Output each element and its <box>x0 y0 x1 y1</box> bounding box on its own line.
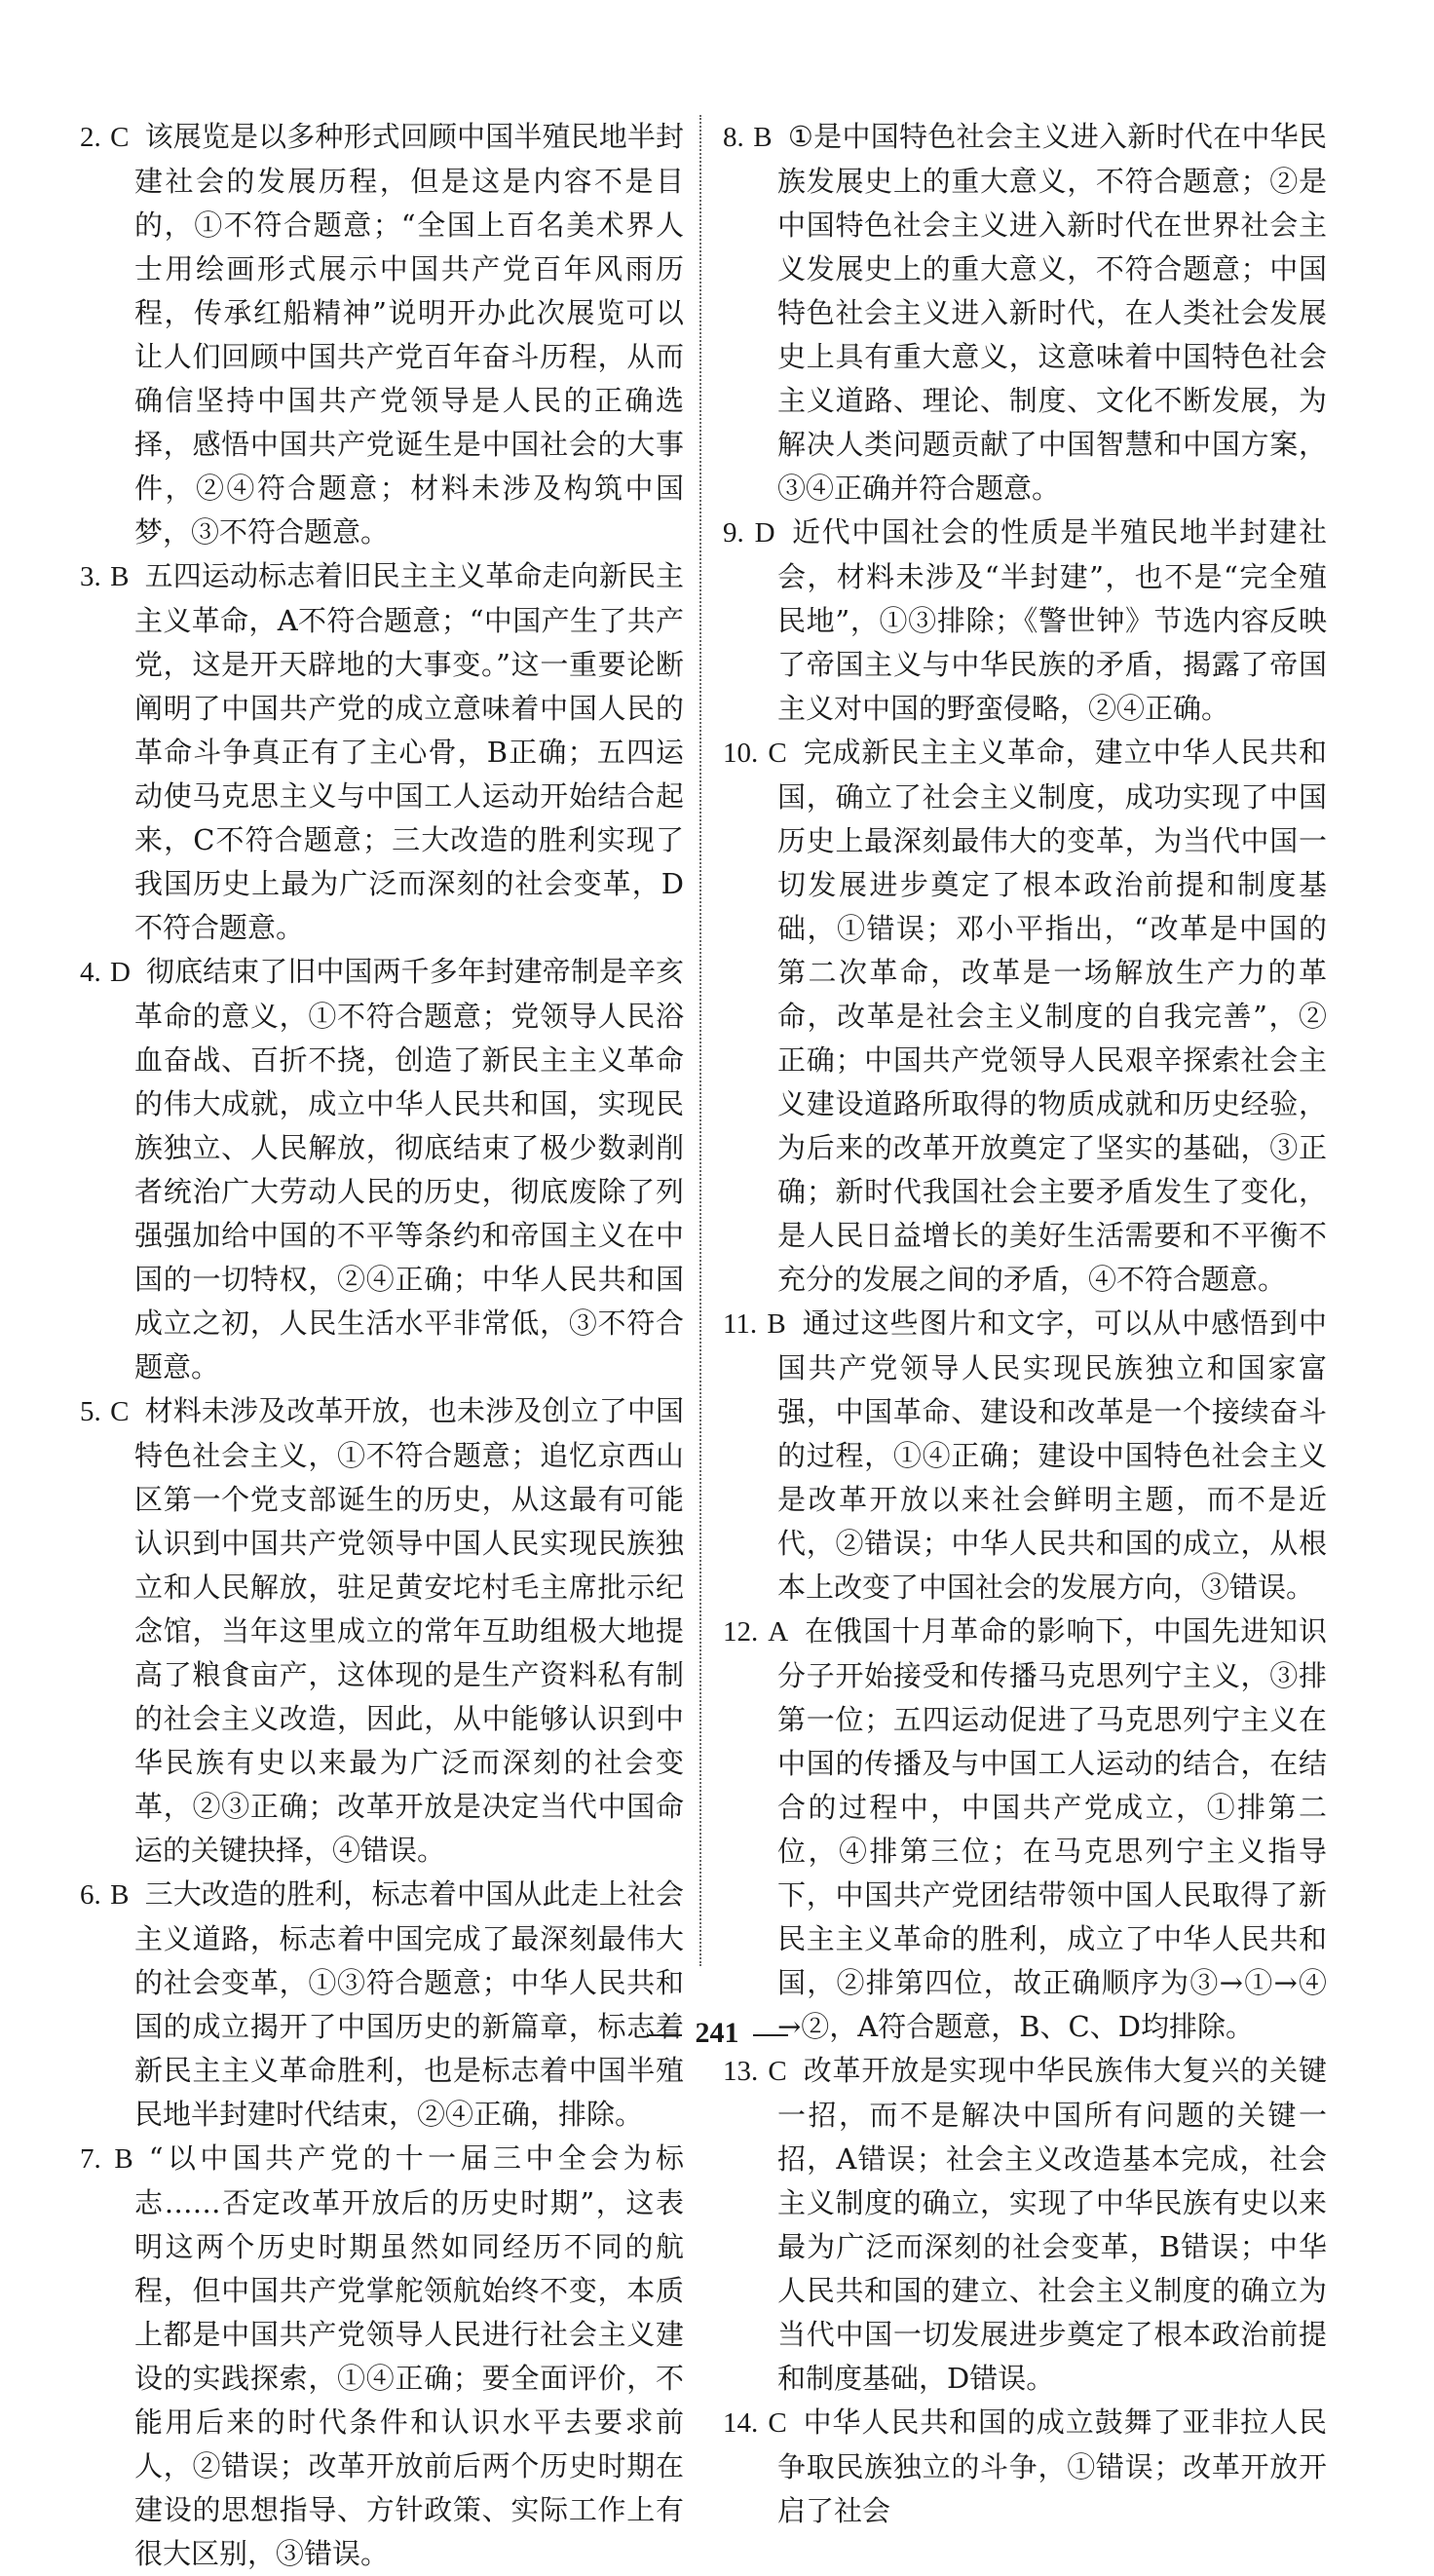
item-explanation: 完成新民主主义革命，建立中华人民共和国，确立了社会主义制度，成功实现了中国历史上最深刻最伟大的变革，为当代中国一切发展进步奠定了根本政治前提和制度基础，①错误；邓小平指出，“改革是中国的第二次革命，改革是一场解放生产力的革命，改革是社会主义制度的自我完善”，②正确；中国共产党领导人民艰辛探索社会主义建设道路所取得的物质成就和历史经验，为后来的改革开放奠定了坚实的基础，③正确；新时代我国社会主要矛盾发生了变化，是人民日益增长的美好生活需要和不平衡不充分的发展之间的矛盾，④不符合题意。 <box>777 736 1327 1296</box>
answer-item-12 <box>723 1610 1327 2049</box>
item-explanation: 中华人民共和国的成立鼓舞了亚非拉人民争取民族独立的斗争，①错误；改革开放开启了社会 <box>777 2406 1327 2527</box>
answer-item-3 <box>80 554 684 950</box>
answer-item-7 <box>80 2137 684 2576</box>
item-answer: B <box>753 122 773 153</box>
item-explanation: “以中国共产党的十一届三中全会为标志……否定改革开放后的历史时期”，这表明这两个历史时期虽然如同经历不同的航程，但中国共产党掌舵领航始终不变，本质上都是中国共产党领导人民进行社会主义建设的实践探索，①④正确；要全面评价，不能用后来的时代条件和认识水平去要求前人，②错误；改革开放前后两个历史时期在建设的思想指导、方针政策、实际工作上有很大区别，③错误。 <box>134 2141 685 2570</box>
item-answer: B <box>767 1308 786 1340</box>
right-column <box>723 115 1327 2533</box>
page-number-dash-left <box>647 2034 682 2036</box>
answer-item-4 <box>80 950 684 1389</box>
column-divider <box>699 115 701 1966</box>
item-answer: C <box>768 2407 787 2439</box>
item-explanation: 通过这些图片和文字，可以从中感悟到中国共产党领导人民实现民族独立和国家富强，中国革命、建设和改革是一个接续奋斗的过程，①④正确；建设中国特色社会主义是改革开放以来社会鲜明主题，而不是近代，②错误；中华人民共和国的成立，从根本上改变了中国社会的发展方向，③错误。 <box>777 1307 1327 1604</box>
item-number: 8. <box>723 122 744 153</box>
item-answer: B <box>110 1879 130 1911</box>
item-number: 7. <box>80 2143 101 2175</box>
item-explanation: 材料未涉及改革开放，也未涉及创立了中国特色社会主义，①不符合题意；追忆京西山区第一个党支部诞生的历史，从这最有可能认识到中国共产党领导中国人民实现民族独立和人民解放，驻足黄安坨村毛主席批示纪念馆，当年这里成立的常年互助组极大地提高了粮食亩产，这体现的是生产资料私有制的社会主义改造，因此，从中能够认识到中华民族有史以来最为广泛而深刻的社会变革，②③正确；改革开放是决定当代中国命运的关键抉择，④错误。 <box>134 1394 684 1867</box>
item-answer: C <box>768 2056 787 2087</box>
answer-item-2 <box>80 115 684 554</box>
left-column <box>80 115 684 2576</box>
item-explanation: ①是中国特色社会主义进入新时代在中华民族发展史上的重大意义，不符合题意；②是中国特色社会主义进入新时代在世界社会主义发展史上的重大意义，不符合题意；中国特色社会主义进入新时代，在人类社会发展史上具有重大意义，这意味着中国特色社会主义道路、理论、制度、文化不断发展，为解决人类问题贡献了中国智慧和中国方案，③④正确并符合题意。 <box>777 120 1328 505</box>
item-number: 13. <box>723 2056 759 2087</box>
item-answer: C <box>768 738 787 769</box>
item-answer: D <box>754 517 775 549</box>
item-number: 2. <box>80 122 101 153</box>
answer-item-10 <box>723 731 1327 1302</box>
page-number-value: 241 <box>695 2017 739 2049</box>
item-explanation: 近代中国社会的性质是半殖民地半封建社会，材料未涉及“半封建”，也不是“完全殖民地”，①③排除；《警世钟》节选内容反映了帝国主义与中华民族的矛盾，揭露了帝国主义对中国的野蛮侵略，②④正确。 <box>777 515 1327 725</box>
page-number-dash-right <box>753 2034 788 2036</box>
answer-item-5 <box>80 1389 684 1873</box>
answer-item-6 <box>80 1873 684 2137</box>
item-answer: A <box>768 1616 789 1648</box>
item-number: 5. <box>80 1396 101 1427</box>
item-answer: C <box>110 122 130 153</box>
answer-item-14 <box>723 2401 1327 2533</box>
item-number: 9. <box>723 517 744 549</box>
item-explanation: 在俄国十月革命的影响下，中国先进知识分子开始接受和传播马克思列宁主义，③排第一位；五四运动促进了马克思列宁主义在中国的传播及与中国工人运动的结合，在结合的过程中，中国共产党成立，①排第二位，④排第三位；在马克思列宁主义指导下，中国共产党团结带领中国人民取得了新民主主义革命的胜利，成立了中华人民共和国，②排第四位，故正确顺序为③→①→④→②，A符合题意，B、C、D均排除。 <box>777 1614 1327 2043</box>
item-answer: C <box>110 1396 130 1427</box>
answer-item-11 <box>723 1302 1327 1610</box>
item-explanation: 三大改造的胜利，标志着中国从此走上社会主义道路，标志着中国完成了最深刻最伟大的社会变革，①③符合题意；中华人民共和国的成立揭开了中国历史的新篇章，标志着新民主主义革命胜利，也是标志着中国半殖民地半封建时代结束，②④正确，排除。 <box>134 1877 684 2131</box>
item-explanation: 改革开放是实现中华民族伟大复兴的关键一招，而不是解决中国所有问题的关键一招，A错误；社会主义改造基本完成，社会主义制度的确立，实现了中华民族有史以来最为广泛而深刻的社会变革，B错误；中华人民共和国的建立、社会主义制度的确立为当代中国一切发展进步奠定了根本政治前提和制度基础，D错误。 <box>777 2054 1327 2395</box>
item-number: 4. <box>80 957 101 988</box>
item-explanation: 五四运动标志着旧民主主义革命走向新民主主义革命，A不符合题意；“中国产生了共产党，这是开天辟地的大事变。”这一重要论断阐明了中国共产党的成立意味着中国人民的革命斗争真正有了主心骨，B正确；五四运动使马克思主义与中国工人运动开始结合起来，C不符合题意；三大改造的胜利实现了我国历史上最为广泛而深刻的社会变革，D不符合题意。 <box>134 559 684 944</box>
page-number <box>0 2017 1434 2050</box>
item-number: 12. <box>723 1616 759 1648</box>
item-number: 14. <box>723 2407 759 2439</box>
item-answer: B <box>110 561 130 592</box>
item-answer: B <box>114 2143 133 2175</box>
item-explanation: 该展览是以多种形式回顾中国半殖民地半封建社会的发展历程，但是这是内容不是目的，①不符合题意；“全国上百名美术界人士用绘画形式展示中国共产党百年风雨历程，传承红船精神”说明开办此次展览可以让人们回顾中国共产党百年奋斗历程，从而确信坚持中国共产党领导是人民的正确选择，感悟中国共产党诞生是中国社会的大事件，②④符合题意；材料未涉及构筑中国梦，③不符合题意。 <box>134 120 684 549</box>
answer-item-9 <box>723 511 1327 731</box>
item-number: 11. <box>723 1308 758 1340</box>
item-answer: D <box>110 957 131 988</box>
answer-item-8 <box>723 115 1327 511</box>
item-number: 10. <box>723 738 759 769</box>
item-explanation: 彻底结束了旧中国两千多年封建帝制是辛亥革命的意义，①不符合题意；党领导人民浴血奋战、百折不挠，创造了新民主主义革命的伟大成就，成立中华人民共和国，实现民族独立、人民解放，彻底结束了极少数剥削者统治广大劳动人民的历史，彻底废除了列强强加给中国的不平等条约和帝国主义在中国的一切特权，②④正确；中华人民共和国成立之初，人民生活水平非常低，③不符合题意。 <box>134 955 684 1383</box>
item-number: 3. <box>80 561 101 592</box>
item-number: 6. <box>80 1879 101 1911</box>
answer-item-13 <box>723 2049 1327 2401</box>
